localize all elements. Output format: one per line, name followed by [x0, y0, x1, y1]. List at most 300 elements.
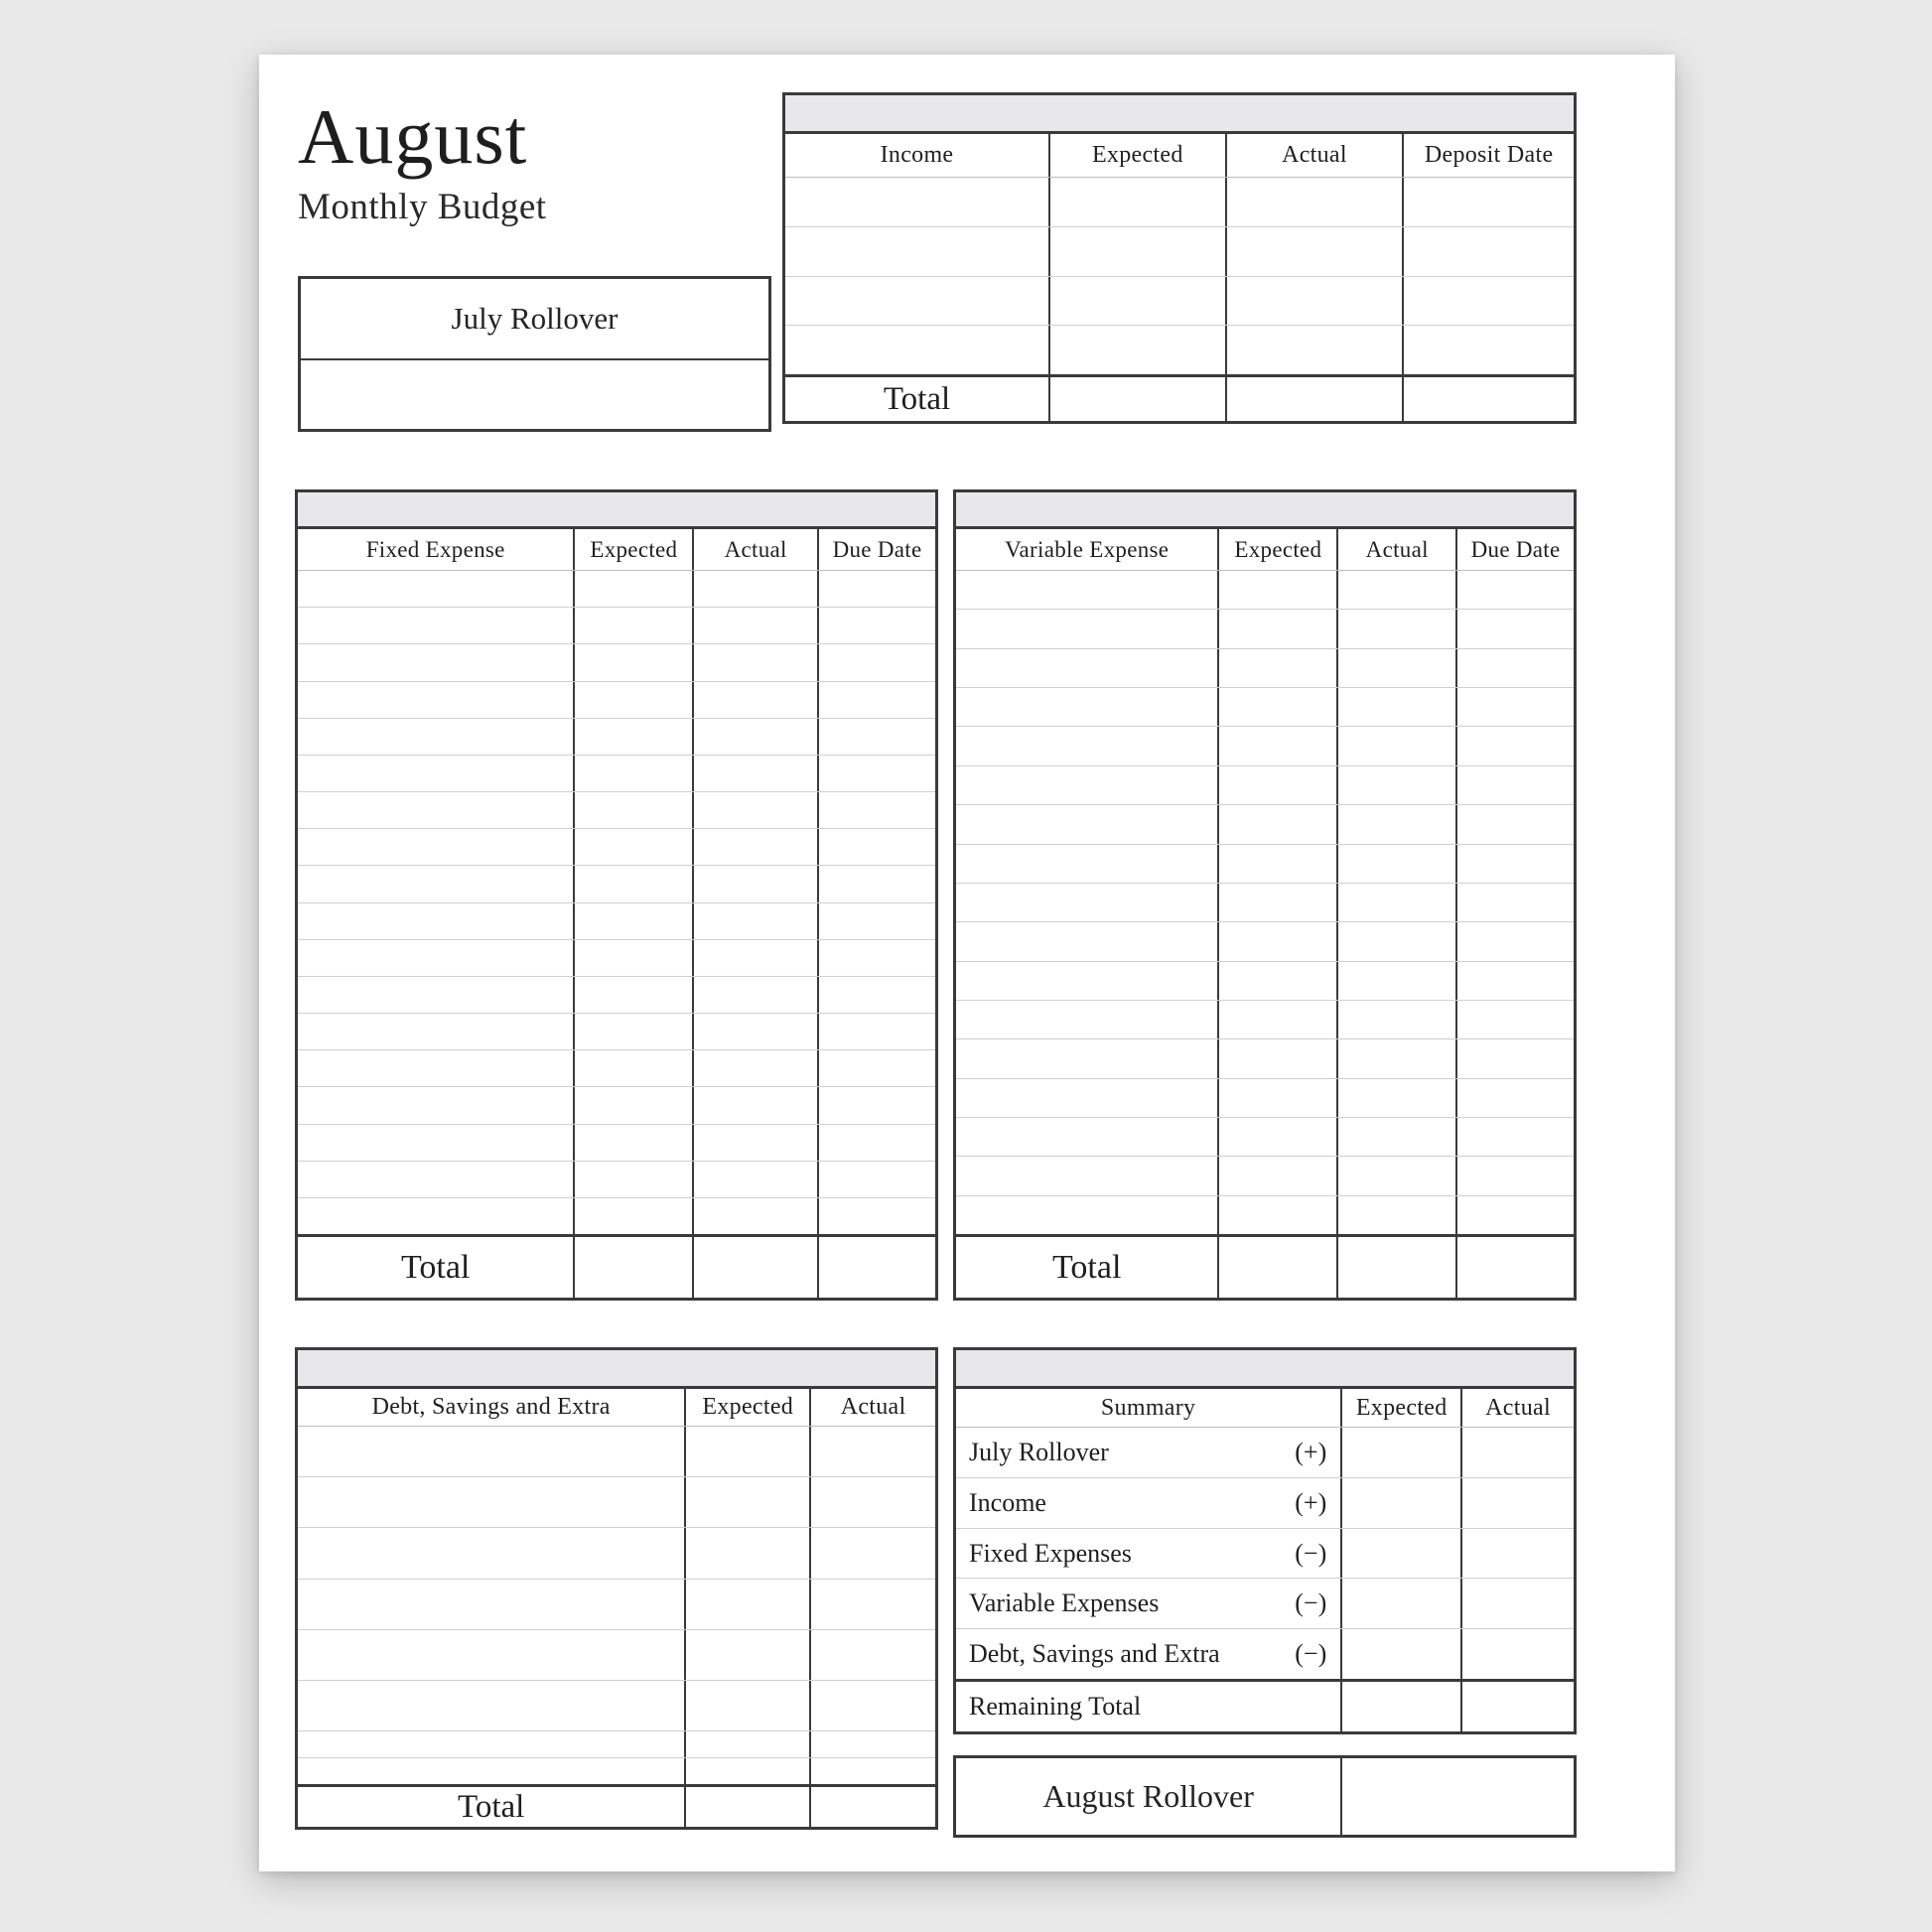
empty-cell	[817, 866, 935, 901]
variable-expense-table	[953, 489, 1577, 1301]
empty-cell	[809, 1681, 935, 1730]
empty-table-row	[298, 1731, 935, 1757]
july-rollover-label: July Rollover	[301, 279, 768, 360]
empty-table-row	[956, 609, 1574, 647]
empty-cell	[298, 644, 573, 680]
empty-cell	[692, 571, 817, 607]
summary-actual-cell	[1460, 1629, 1574, 1679]
empty-table-row	[956, 726, 1574, 764]
debt-savings-band	[298, 1350, 935, 1389]
empty-cell	[956, 1039, 1217, 1077]
empty-cell	[809, 1477, 935, 1527]
empty-cell	[1048, 178, 1225, 226]
empty-cell	[1217, 922, 1336, 960]
empty-table-row	[298, 1680, 935, 1730]
empty-cell	[956, 922, 1217, 960]
empty-table-row	[298, 607, 935, 643]
summary-band	[956, 1350, 1574, 1389]
column-header-debt-savings-extra: Debt, Savings and Extra	[371, 1394, 611, 1420]
budget-sheet	[259, 55, 1675, 1871]
empty-cell	[1217, 649, 1336, 687]
summary-sign: (−)	[1295, 1588, 1327, 1618]
empty-cell	[1217, 1039, 1336, 1077]
empty-cell	[956, 1157, 1217, 1194]
empty-cell	[956, 571, 1217, 609]
empty-cell	[956, 805, 1217, 843]
empty-table-row	[298, 939, 935, 976]
empty-cell	[817, 644, 935, 680]
summary-expected-cell	[1340, 1428, 1460, 1477]
empty-table-row	[298, 1013, 935, 1049]
empty-cell	[809, 1731, 935, 1757]
empty-cell	[1455, 1196, 1574, 1234]
empty-cell	[956, 766, 1217, 804]
empty-cell	[1217, 727, 1336, 764]
empty-cell	[817, 756, 935, 791]
empty-cell	[1336, 1001, 1455, 1038]
fixed-expense-table	[295, 489, 938, 1301]
column-header-due-date: Due Date	[1455, 529, 1574, 570]
empty-cell	[1336, 727, 1455, 764]
empty-cell	[817, 719, 935, 755]
summary-row-july-rollover	[956, 1428, 1574, 1477]
empty-table-row	[956, 1156, 1574, 1194]
empty-cell	[1455, 805, 1574, 843]
empty-cell	[1336, 1196, 1455, 1234]
empty-cell	[1225, 178, 1403, 226]
empty-cell	[573, 940, 692, 976]
variable-expense-total-label: Total	[1052, 1248, 1122, 1286]
summary-label: July Rollover	[969, 1437, 1109, 1466]
empty-table-row	[956, 883, 1574, 921]
column-header-expected: Expected	[1217, 529, 1336, 570]
empty-cell	[573, 756, 692, 791]
empty-cell	[956, 1001, 1217, 1038]
income-total-row	[785, 374, 1574, 421]
column-header-summary: Summary	[1100, 1394, 1196, 1421]
empty-cell	[573, 719, 692, 755]
summary-row-variable-expenses	[956, 1578, 1574, 1628]
empty-cell	[684, 1528, 809, 1578]
variable-total-actual-cell	[1336, 1237, 1455, 1298]
empty-cell	[684, 1758, 809, 1784]
empty-cell	[1217, 805, 1336, 843]
summary-label: Fixed Expenses	[969, 1538, 1132, 1568]
column-header-actual: Actual	[809, 1389, 935, 1426]
empty-cell	[684, 1731, 809, 1757]
column-header-due-date: Due Date	[817, 529, 935, 570]
empty-cell	[1048, 277, 1225, 326]
july-rollover-box	[298, 276, 771, 432]
empty-cell	[817, 608, 935, 643]
summary-sign: (−)	[1295, 1538, 1327, 1568]
empty-table-row	[298, 643, 935, 680]
debt-savings-table	[295, 1347, 938, 1830]
empty-cell	[1336, 766, 1455, 804]
empty-cell	[692, 977, 817, 1013]
summary-expected-cell	[1340, 1579, 1460, 1628]
summary-header	[956, 1389, 1574, 1428]
empty-table-row	[956, 765, 1574, 804]
empty-cell	[692, 940, 817, 976]
empty-cell	[1455, 1039, 1574, 1077]
july-rollover-value-cell	[301, 360, 768, 429]
empty-cell	[1455, 884, 1574, 921]
empty-cell	[298, 792, 573, 828]
empty-table-row	[956, 921, 1574, 960]
empty-table-row	[956, 571, 1574, 609]
empty-cell	[298, 571, 573, 607]
empty-cell	[1225, 277, 1403, 326]
empty-cell	[956, 845, 1217, 883]
column-header-expected: Expected	[1340, 1389, 1460, 1427]
empty-table-row	[785, 276, 1574, 326]
page-subtitle: Monthly Budget	[298, 187, 547, 227]
debt-savings-total-row	[298, 1784, 935, 1827]
empty-cell	[692, 719, 817, 755]
empty-cell	[298, 1528, 684, 1578]
empty-table-row	[298, 1427, 935, 1476]
empty-cell	[956, 962, 1217, 1000]
fixed-total-actual-cell	[692, 1237, 817, 1298]
empty-cell	[573, 1050, 692, 1086]
empty-table-row	[956, 1078, 1574, 1117]
empty-table-row	[956, 687, 1574, 726]
empty-table-row	[956, 1195, 1574, 1234]
empty-cell	[1455, 727, 1574, 764]
empty-cell	[1225, 227, 1403, 276]
empty-cell	[298, 1050, 573, 1086]
empty-cell	[817, 1087, 935, 1123]
empty-cell	[298, 1630, 684, 1680]
empty-cell	[1336, 845, 1455, 883]
summary-actual-cell	[1460, 1478, 1574, 1528]
empty-cell	[692, 1125, 817, 1161]
empty-cell	[298, 1681, 684, 1730]
empty-cell	[1402, 326, 1574, 374]
title-block	[298, 93, 547, 228]
empty-cell	[298, 1477, 684, 1527]
column-header-actual: Actual	[1460, 1389, 1574, 1427]
empty-cell	[573, 644, 692, 680]
empty-cell	[1455, 962, 1574, 1000]
empty-cell	[298, 940, 573, 976]
summary-sign: (+)	[1295, 1437, 1327, 1466]
empty-cell	[1455, 610, 1574, 647]
empty-cell	[817, 682, 935, 718]
empty-table-row	[298, 1049, 935, 1086]
column-header-expected: Expected	[684, 1389, 809, 1426]
empty-cell	[1217, 845, 1336, 883]
empty-cell	[1455, 766, 1574, 804]
empty-table-row	[298, 1629, 935, 1680]
empty-cell	[298, 977, 573, 1013]
summary-label: Remaining Total	[969, 1692, 1142, 1722]
empty-table-row	[298, 865, 935, 901]
variable-expense-total-row	[956, 1234, 1574, 1298]
variable-expense-rows	[956, 571, 1574, 1234]
empty-cell	[1336, 1039, 1455, 1077]
empty-cell	[573, 1014, 692, 1049]
empty-table-row	[785, 226, 1574, 276]
fixed-total-expected-cell	[573, 1237, 692, 1298]
empty-cell	[956, 610, 1217, 647]
august-rollover-value-cell	[1340, 1758, 1574, 1835]
empty-cell	[298, 1427, 684, 1476]
summary-expected-cell	[1340, 1682, 1460, 1731]
column-header-fixed-expense: Fixed Expense	[365, 536, 505, 562]
empty-table-row	[298, 1161, 935, 1197]
empty-cell	[817, 903, 935, 939]
empty-cell	[1217, 688, 1336, 726]
empty-cell	[1455, 649, 1574, 687]
empty-cell	[298, 608, 573, 643]
empty-cell	[1336, 688, 1455, 726]
empty-cell	[1217, 884, 1336, 921]
empty-cell	[684, 1681, 809, 1730]
empty-cell	[692, 903, 817, 939]
income-table-rows	[785, 178, 1574, 374]
empty-cell	[817, 1198, 935, 1234]
empty-cell	[692, 682, 817, 718]
empty-cell	[809, 1580, 935, 1629]
empty-cell	[817, 829, 935, 865]
empty-cell	[956, 688, 1217, 726]
empty-cell	[817, 977, 935, 1013]
empty-cell	[1217, 1118, 1336, 1156]
empty-table-row	[956, 1038, 1574, 1077]
empty-cell	[1217, 571, 1336, 609]
empty-table-row	[298, 902, 935, 939]
empty-cell	[1336, 610, 1455, 647]
fixed-total-due-cell	[817, 1237, 935, 1298]
empty-cell	[1217, 1079, 1336, 1117]
column-header-income: Income	[880, 142, 954, 168]
empty-cell	[298, 756, 573, 791]
fixed-expense-band	[298, 492, 935, 529]
empty-cell	[1217, 1157, 1336, 1194]
empty-cell	[785, 326, 1048, 374]
empty-cell	[1217, 610, 1336, 647]
empty-cell	[692, 1014, 817, 1049]
empty-cell	[692, 866, 817, 901]
empty-table-row	[298, 791, 935, 828]
column-header-actual: Actual	[1336, 529, 1455, 570]
empty-cell	[1336, 922, 1455, 960]
empty-cell	[817, 1050, 935, 1086]
empty-cell	[573, 682, 692, 718]
debt-total-expected-cell	[684, 1787, 809, 1827]
empty-cell	[684, 1477, 809, 1527]
empty-table-row	[956, 961, 1574, 1000]
empty-cell	[817, 1014, 935, 1049]
empty-cell	[817, 1162, 935, 1197]
empty-cell	[1048, 227, 1225, 276]
empty-cell	[298, 1198, 573, 1234]
debt-savings-header	[298, 1389, 935, 1427]
empty-table-row	[785, 325, 1574, 374]
empty-table-row	[298, 1124, 935, 1161]
empty-cell	[573, 903, 692, 939]
variable-total-due-cell	[1455, 1237, 1574, 1298]
variable-expense-band	[956, 492, 1574, 529]
empty-cell	[684, 1427, 809, 1476]
empty-cell	[809, 1758, 935, 1784]
empty-cell	[1455, 1001, 1574, 1038]
empty-table-row	[298, 1476, 935, 1527]
fixed-expense-rows	[298, 571, 935, 1234]
fixed-expense-header	[298, 529, 935, 571]
empty-table-row	[298, 828, 935, 865]
empty-cell	[1217, 1001, 1336, 1038]
empty-cell	[1402, 277, 1574, 326]
empty-cell	[298, 866, 573, 901]
debt-total-actual-cell	[809, 1787, 935, 1827]
empty-cell	[298, 1087, 573, 1123]
summary-row-fixed-expenses	[956, 1528, 1574, 1579]
empty-cell	[817, 792, 935, 828]
empty-cell	[1336, 1118, 1455, 1156]
empty-cell	[785, 277, 1048, 326]
empty-cell	[573, 571, 692, 607]
column-header-expected: Expected	[1048, 134, 1225, 177]
august-rollover-box	[953, 1755, 1577, 1838]
empty-cell	[785, 178, 1048, 226]
summary-actual-cell	[1460, 1579, 1574, 1628]
empty-cell	[956, 1079, 1217, 1117]
empty-cell	[1336, 805, 1455, 843]
empty-table-row	[956, 844, 1574, 883]
empty-cell	[573, 866, 692, 901]
empty-cell	[692, 1198, 817, 1234]
empty-cell	[298, 719, 573, 755]
empty-cell	[298, 1731, 684, 1757]
fixed-expense-total-label: Total	[401, 1248, 471, 1286]
empty-cell	[298, 1162, 573, 1197]
empty-table-row	[298, 1757, 935, 1784]
summary-row-debt-savings-extra	[956, 1628, 1574, 1679]
variable-expense-header	[956, 529, 1574, 571]
empty-cell	[298, 1758, 684, 1784]
empty-cell	[298, 1125, 573, 1161]
empty-cell	[692, 644, 817, 680]
empty-table-row	[298, 976, 935, 1013]
empty-table-row	[956, 1000, 1574, 1038]
august-rollover-label: August Rollover	[1042, 1778, 1254, 1814]
empty-cell	[573, 1087, 692, 1123]
empty-cell	[1336, 1157, 1455, 1194]
empty-cell	[809, 1528, 935, 1578]
summary-label: Debt, Savings and Extra	[969, 1639, 1220, 1669]
summary-expected-cell	[1340, 1478, 1460, 1528]
empty-cell	[298, 1580, 684, 1629]
empty-cell	[1048, 326, 1225, 374]
variable-total-expected-cell	[1217, 1237, 1336, 1298]
summary-sign: (+)	[1295, 1487, 1327, 1517]
empty-cell	[1336, 884, 1455, 921]
column-header-actual: Actual	[692, 529, 817, 570]
debt-savings-rows-short	[298, 1730, 935, 1784]
debt-savings-rows	[298, 1427, 935, 1730]
summary-rows	[956, 1428, 1574, 1731]
income-total-deposit-cell	[1402, 377, 1574, 421]
summary-label: Variable Expenses	[969, 1588, 1160, 1618]
empty-cell	[298, 829, 573, 865]
empty-table-row	[298, 681, 935, 718]
empty-cell	[692, 756, 817, 791]
fixed-expense-total-row	[298, 1234, 935, 1298]
column-header-expected: Expected	[573, 529, 692, 570]
empty-cell	[298, 682, 573, 718]
empty-cell	[1455, 1118, 1574, 1156]
empty-cell	[298, 1014, 573, 1049]
empty-cell	[1217, 766, 1336, 804]
empty-table-row	[298, 1086, 935, 1123]
column-header-actual: Actual	[1225, 134, 1403, 177]
income-total-expected-cell	[1048, 377, 1225, 421]
page-title: August	[298, 93, 528, 180]
empty-cell	[1225, 326, 1403, 374]
empty-cell	[573, 1125, 692, 1161]
summary-expected-cell	[1340, 1529, 1460, 1579]
empty-table-row	[298, 1527, 935, 1578]
empty-cell	[785, 227, 1048, 276]
empty-cell	[1402, 227, 1574, 276]
empty-cell	[1217, 962, 1336, 1000]
empty-cell	[809, 1630, 935, 1680]
empty-table-row	[785, 178, 1574, 226]
empty-cell	[692, 1087, 817, 1123]
empty-table-row	[298, 571, 935, 607]
empty-table-row	[956, 804, 1574, 843]
summary-sign: (−)	[1295, 1639, 1327, 1669]
empty-cell	[692, 1162, 817, 1197]
income-table	[782, 92, 1577, 424]
empty-table-row	[298, 755, 935, 791]
empty-cell	[956, 649, 1217, 687]
empty-cell	[1455, 571, 1574, 609]
empty-cell	[573, 608, 692, 643]
empty-cell	[573, 829, 692, 865]
summary-actual-cell	[1460, 1682, 1574, 1731]
empty-cell	[298, 903, 573, 939]
summary-label: Income	[969, 1487, 1046, 1517]
summary-row-income	[956, 1477, 1574, 1528]
empty-cell	[573, 1162, 692, 1197]
empty-cell	[573, 792, 692, 828]
income-total-actual-cell	[1225, 377, 1403, 421]
empty-table-row	[298, 1197, 935, 1234]
empty-cell	[1455, 1157, 1574, 1194]
empty-cell	[817, 940, 935, 976]
empty-cell	[573, 977, 692, 1013]
empty-cell	[684, 1580, 809, 1629]
summary-row-remaining-total	[956, 1679, 1574, 1731]
summary-expected-cell	[1340, 1629, 1460, 1679]
empty-cell	[809, 1427, 935, 1476]
empty-cell	[1217, 1196, 1336, 1234]
debt-savings-total-label: Total	[458, 1788, 525, 1825]
empty-cell	[1336, 1079, 1455, 1117]
empty-cell	[1336, 649, 1455, 687]
empty-cell	[1455, 922, 1574, 960]
empty-cell	[1455, 688, 1574, 726]
empty-cell	[956, 884, 1217, 921]
income-total-label: Total	[883, 380, 951, 417]
summary-actual-cell	[1460, 1428, 1574, 1477]
summary-table	[953, 1347, 1577, 1734]
income-table-header	[785, 134, 1574, 178]
